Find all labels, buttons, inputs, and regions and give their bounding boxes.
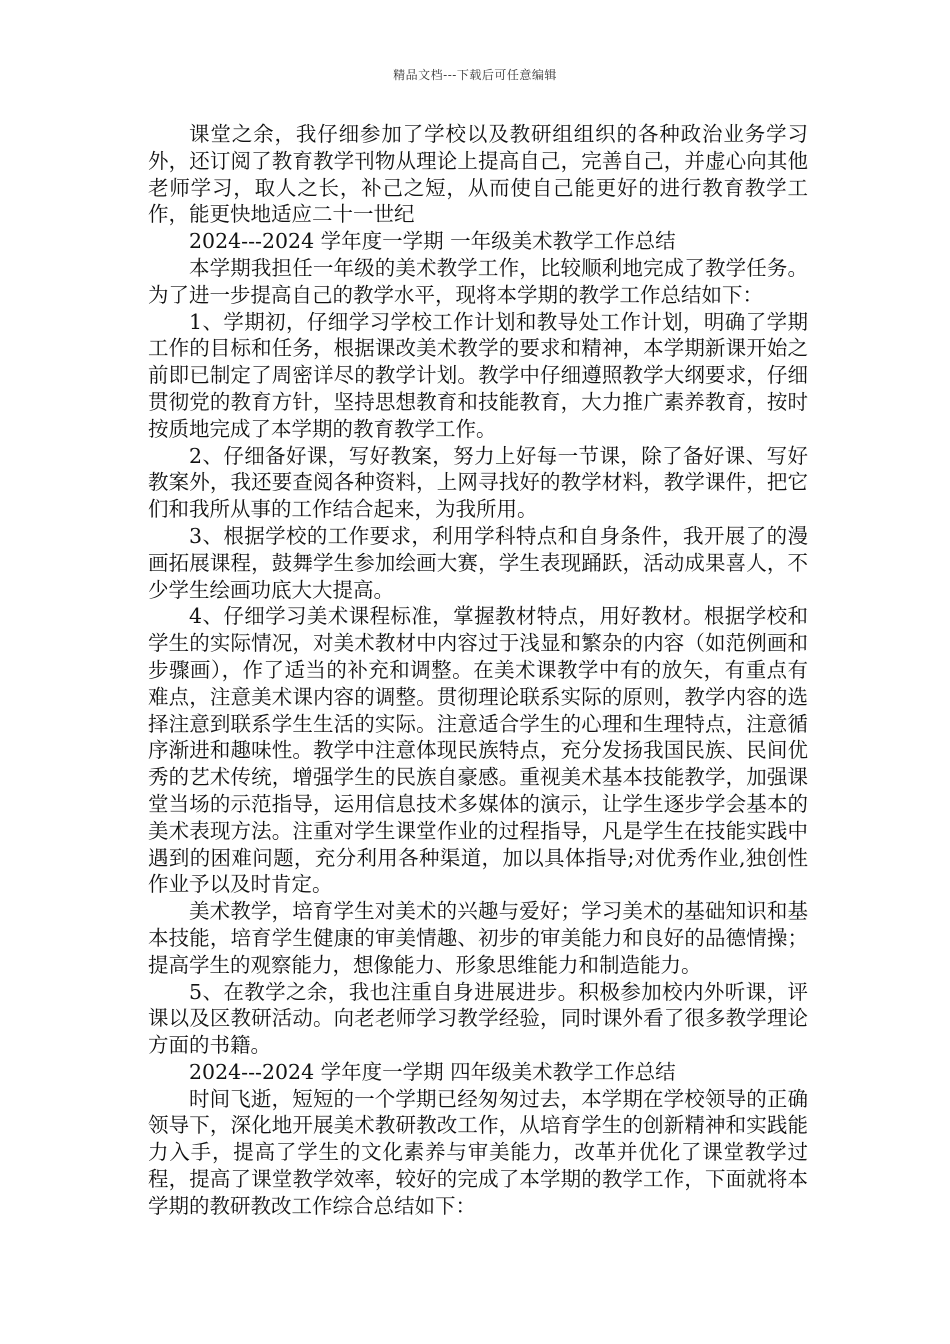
paragraph-item-5: 5、在教学之余，我也注重自身进展进步。积极参加校内外听课，评课以及区教研活动。向老老师学习教学经验，同时课外看了很多教学理论方面的书籍。 [148, 979, 808, 1058]
paragraph-grade4-intro: 时间飞逝，短短的一个学期已经匆匆过去，本学期在学校领导的正确领导下，深化地开展美术教研教改工作，从培育学生的创新精神和实践能力入手，提高了学生的文化素养与审美能力，改革并优化了课堂教学过程，提高了课堂教学效率，较好的完成了本学期的教学工作，下面就将本学期的教研教改工作综合总结如下： [148, 1086, 808, 1218]
paragraph-item-4: 4、仔细学习美术课程标准，掌握教材特点，用好教材。根据学校和学生的实际情况，对美术教材中内容过于浅显和繁杂的内容（如范例画和步骤画），作了适当的补充和调整。在美术课教学中有的放矢，有重点有难点，注意美术课内容的调整。贯彻理论联系实际的原则，教学内容的选择注意到联系学生生活的实际。注意适合学生的心理和生理特点，注意循序渐进和趣味性。教学中注意体现民族特点，充分发扬我国民族、民间优秀的艺术传统，增强学生的民族自豪感。重视美术基本技能教学，加强课堂当场的示范指导，运用信息技术多媒体的演示，让学生逐步学会基本的美术表现方法。注重对学生课堂作业的过程指导，凡是学生在技能实践中遇到的困难问题，充分利用各种渠道，加以具体指导;对优秀作业,独创性作业予以及时肯定。 [148, 604, 808, 897]
paragraph-item-2: 2、仔细备好课，写好教案，努力上好每一节课，除了备好课、写好教案外，我还要查阅各种资料，上网寻找好的教学材料，教学课件，把它们和我所从事的工作结合起来，为我所用。 [148, 443, 808, 522]
paragraph-grade1-intro: 本学期我担任一年级的美术教学工作，比较顺利地完成了教学任务。为了进一步提高自己的教学水平，现将本学期的教学工作总结如下： [148, 255, 808, 307]
section-title-grade4: 2024---2024 学年度一学期 四年级美术教学工作总结 [189, 1059, 676, 1084]
page-header: 精品文档---下载后可任意编辑 [393, 68, 557, 82]
section-title-grade1: 2024---2024 学年度一学期 一年级美术教学工作总结 [189, 229, 676, 254]
paragraph-item-1: 1、学期初，仔细学习学校工作计划和教导处工作计划，明确了学期工作的目标和任务，根据课改美术教学的要求和精神，本学期新课开始之前即已制定了周密详尽的教学计划。教学中仔细遵照教学大纲要求，仔细贯彻党的教育方针，坚持思想教育和技能教育，大力推广素养教育，按时按质地完成了本学期的教育教学工作。 [148, 309, 808, 441]
paragraph-item-3: 3、根据学校的工作要求，利用学科特点和自身条件，我开展了的漫画拓展课程，鼓舞学生参加绘画大赛，学生表现踊跃，活动成果喜人，不少学生绘画功底大大提高。 [148, 523, 808, 602]
paragraph-intro: 课堂之余，我仔细参加了学校以及教研组组织的各种政治业务学习外，还订阅了教育教学刊物从理论上提高自己，完善自己，并虚心向其他老师学习，取人之长，补己之短，从而使自己能更好的进行教育教学工作，能更快地适应二十一世纪 [148, 122, 808, 227]
paragraph-art-teaching: 美术教学，培育学生对美术的兴趣与爱好；学习美术的基础知识和基本技能，培育学生健康的审美情趣、初步的审美能力和良好的品德情操；提高学生的观察能力，想像能力、形象思维能力和制造能力。 [148, 899, 808, 977]
document-body [148, 121, 808, 1220]
